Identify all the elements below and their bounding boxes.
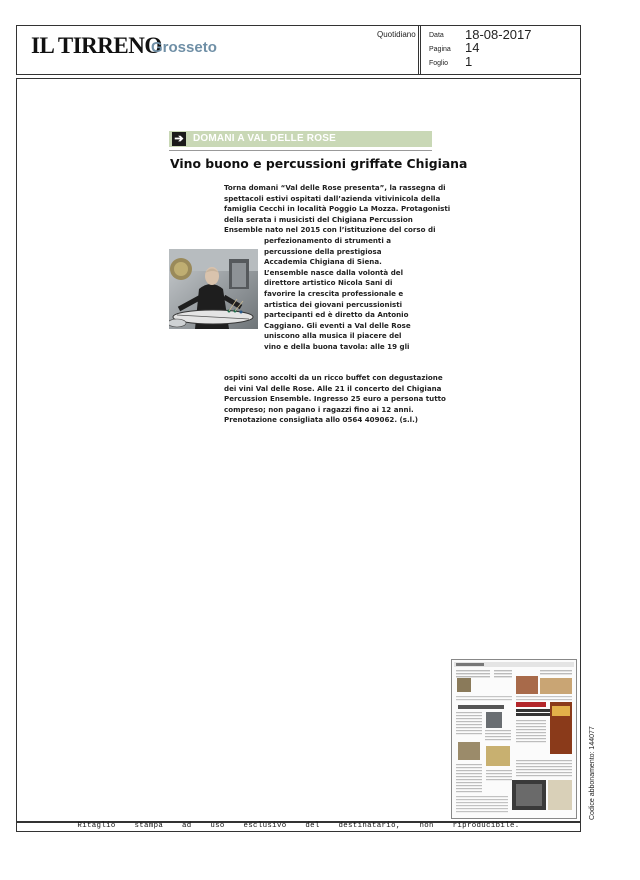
article-line: direttore artistico Nicola Sani di bbox=[264, 278, 393, 288]
article-body-top bbox=[224, 183, 450, 236]
article-line: favorire la crescita professionale e bbox=[264, 288, 404, 298]
subscription-code: Codice abbonamento: 144077 bbox=[589, 726, 596, 820]
pagina-label: Pagina bbox=[429, 46, 451, 53]
article-headline: Vino buono e percussioni griffate Chigiana bbox=[170, 156, 468, 171]
article-line: Accademia Chigiana di Siena. bbox=[264, 257, 382, 267]
data-label: Data bbox=[429, 32, 444, 39]
article-line: spettacoli estivi ospitati dall’azienda vitivinicola della bbox=[224, 193, 441, 203]
header-box bbox=[16, 25, 581, 75]
page-thumbnail bbox=[451, 659, 577, 819]
publication-type: Quotidiano bbox=[377, 30, 416, 39]
article-body-bottom bbox=[224, 373, 446, 426]
kicker-text: DOMANI A VAL DELLE ROSE bbox=[193, 133, 336, 144]
article-line: compreso; non pagano i ragazzi fino ai 12 anni. bbox=[224, 404, 414, 414]
article-line: ospiti sono accolti da un ricco buffet con degustazione bbox=[224, 373, 443, 382]
article-line: Ensemble nato nel 2015 con l’istituzione del corso di bbox=[224, 225, 436, 235]
article-line: perfezionamento di strumenti a bbox=[264, 236, 392, 245]
article-line: dei vini Val delle Rose. Alle 21 il concerto del Chigiana bbox=[224, 383, 442, 393]
article-line: uniscono alla musica il piacere del bbox=[264, 331, 402, 341]
article-line: Percussion Ensemble. Ingresso 25 euro a persona tutto bbox=[224, 394, 446, 404]
foglio-label: Foglio bbox=[429, 60, 449, 67]
article-line: partecipanti ed è diretto da Antonio bbox=[264, 310, 409, 320]
article-line: vino e della buona tavola: alle 19 gli bbox=[264, 341, 410, 351]
article-body-wrap bbox=[264, 236, 411, 353]
footer-disclaimer: Ritaglio stampa ad uso esclusivo del destinatario, non riproducibile. bbox=[77, 822, 520, 830]
arrow-right-icon: ➔ bbox=[172, 132, 186, 146]
article-line: della serata i musicisti del Chigiana Percussion bbox=[224, 214, 413, 224]
pagina-value: 14 bbox=[465, 40, 480, 55]
article-line: Caggiano. Gli eventi a Val delle Rose bbox=[264, 320, 411, 330]
data-value: 18-08-2017 bbox=[465, 27, 532, 42]
article-line: famiglia Cecchi in località Poggio La Mozza. Protagonisti bbox=[224, 204, 451, 214]
article-line: artistica dei giovani percussionisti bbox=[264, 299, 403, 309]
edition-name: Grosseto bbox=[151, 39, 217, 56]
foglio-value: 1 bbox=[465, 54, 473, 69]
kicker-bar bbox=[169, 131, 432, 147]
article-photo bbox=[169, 249, 258, 329]
article-line: Torna domani “Val delle Rose presenta”, la rassegna di bbox=[224, 183, 446, 192]
masthead-cell bbox=[17, 26, 417, 74]
article-line: percussione della prestigiosa bbox=[264, 246, 382, 256]
meta-cell bbox=[418, 26, 583, 74]
article-line: Prenotazione consigliata allo 0564 409062. (s.l.) bbox=[224, 415, 419, 425]
footer-box bbox=[16, 822, 581, 832]
kicker-divider bbox=[169, 150, 432, 151]
article-line: L’ensemble nasce dalla volontà del bbox=[264, 267, 404, 277]
masthead: IL TIRRENO bbox=[31, 33, 162, 58]
